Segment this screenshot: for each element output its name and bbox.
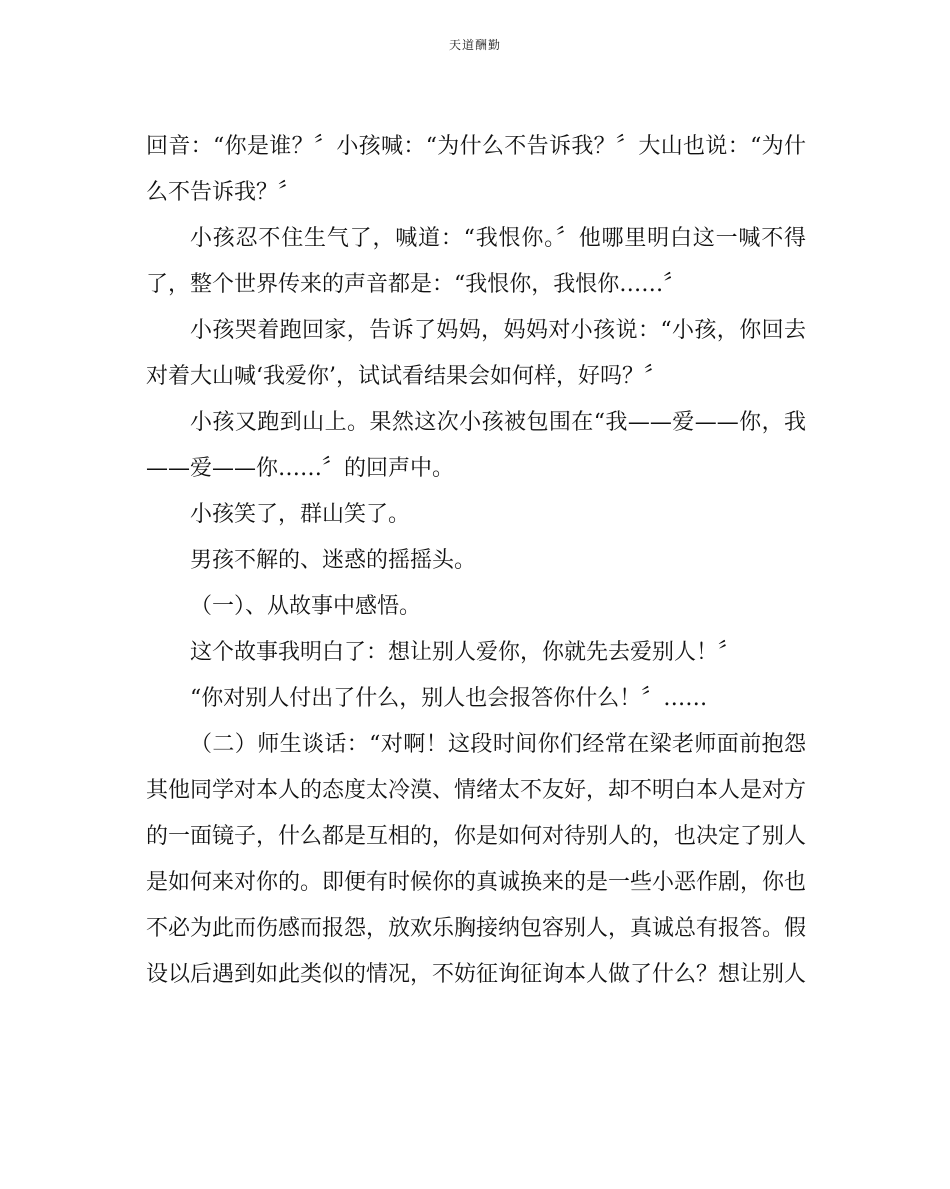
paragraph-lesson-repay: “你对别人付出了什么，别人也会报答你什么！〞……: [190, 686, 708, 711]
paragraph-mountains-laugh: 小孩笑了，群山笑了。: [190, 502, 411, 527]
paragraph-lesson-love: 这个故事我明白了：想让别人爱你，你就先去爱别人！〞: [190, 640, 741, 665]
paragraph-hate-shout: 小孩忍不住生气了，喊道：“我恨你。〞他哪里明白这一喊不得了，整个世界传来的声音都是：“我恨你，我恨你……〞: [146, 226, 806, 297]
document-body: [146, 124, 806, 998]
paragraph-echo-question: 回音：“你是谁？〞小孩喊：“为什么不告诉我？〞大山也说：“为什么不告诉我？〞: [146, 134, 806, 205]
paragraph-boy-confused: 男孩不解的、迷惑的摇摇头。: [190, 548, 477, 573]
page-header: 天道酬勤: [448, 38, 501, 52]
section-heading-story-insight: （一）、从故事中感悟。: [190, 594, 422, 619]
paragraph-mother-advice: 小孩哭着跑回家，告诉了妈妈，妈妈对小孩说：“小孩，你回去对着大山喊‘我爱你’，试试看结果会如何样，好吗？〞: [146, 318, 806, 389]
paragraph-teacher-talk: （二）师生谈话：“对啊！这段时间你们经常在梁老师面前抱怨其他同学对本人的态度太冷漠、情绪太不友好，却不明白本人是对方的一面镜子，什么都是互相的，你是如何对待别人的，也决定了别人是如何来对你的。即便有时候你的真诚换来的是一些小恶作剧，你也不必为此而伤感而报怨，放欢乐胸接纳包容别人，真诚总有报答。假设以后遇到如此类似的情况，不妨征询征询本人做了什么？想让别人: [146, 732, 807, 987]
paragraph-love-echo: 小孩又跑到山上。果然这次小孩被包围在“我——爱——你，我——爱——你……〞的回声中。: [146, 410, 806, 481]
